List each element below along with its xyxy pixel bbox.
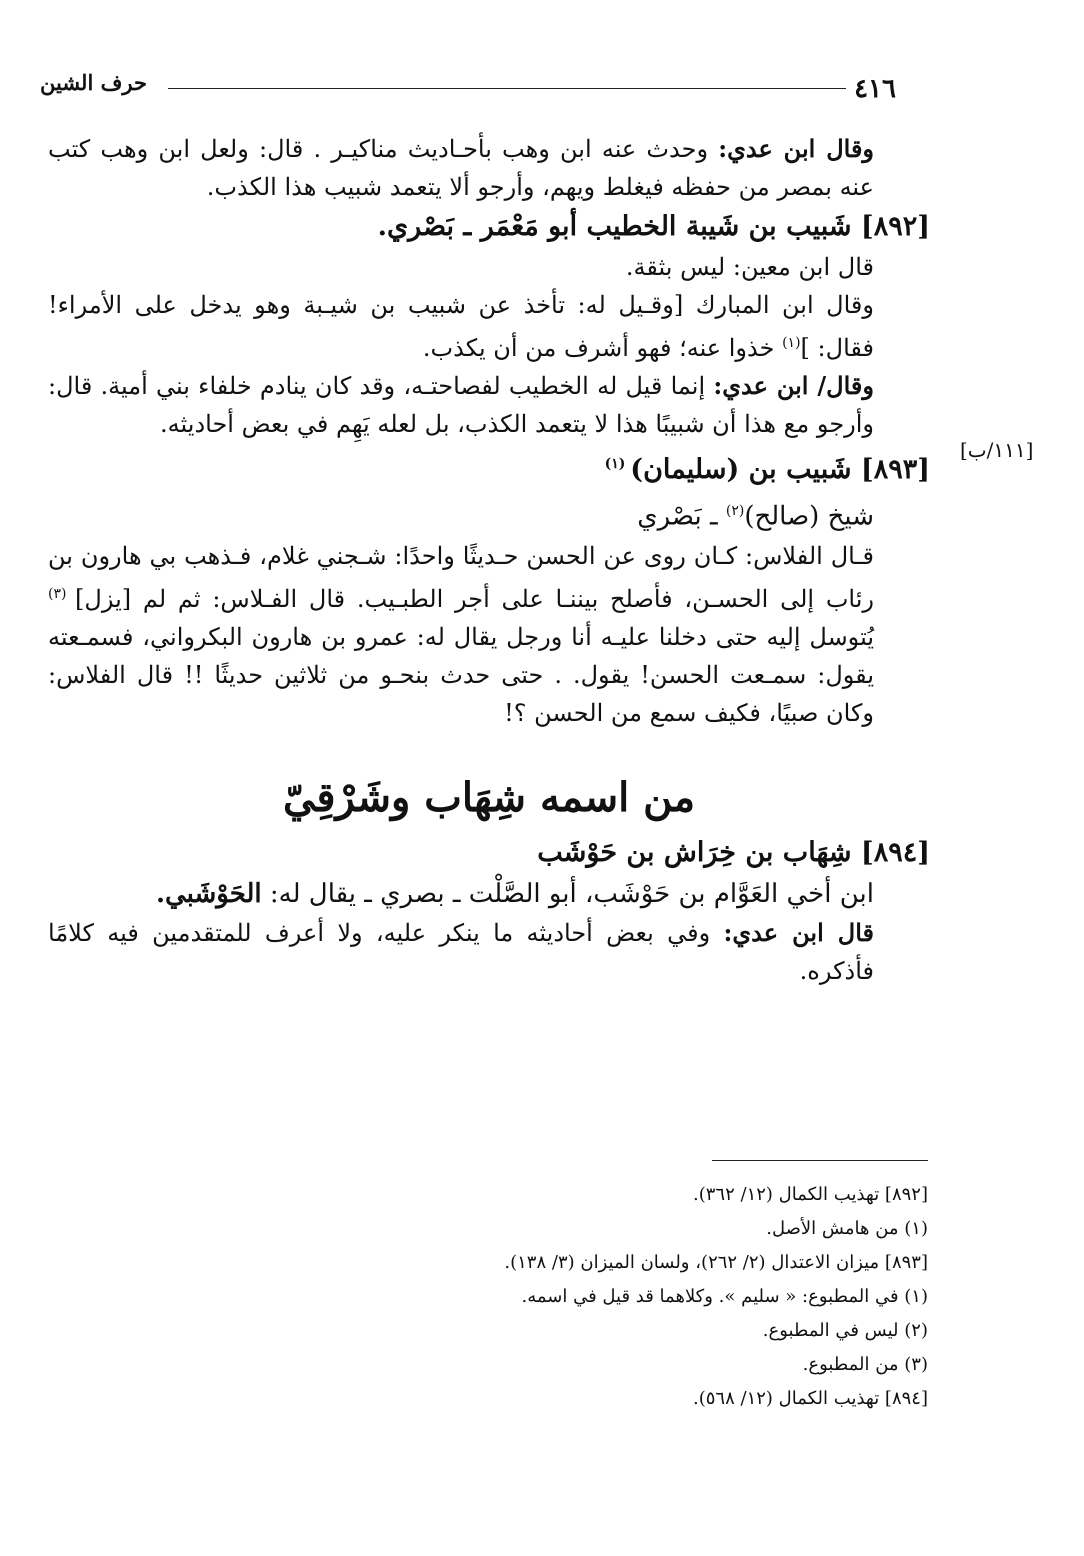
footnote-rule	[712, 1160, 928, 1161]
paragraph	[48, 537, 930, 732]
footnote-ref: (١)	[604, 456, 631, 472]
speaker-label: وقال ابن عدي:	[718, 134, 874, 163]
paragraph-text: إنما قيل له الخطيب لفصاحتـه، وقد كان ينادم خلفاء بني أمية. قال: وأرجو مع هذا أن شبيبًا هذا لا يتعمد الكذب، بل لعله يَهِم في بعض أحاديثه.	[48, 372, 874, 438]
entry-title-893	[48, 443, 930, 491]
paragraph	[48, 367, 930, 443]
paragraph-text: وحدث عنه ابن وهب بأحـاديث مناكيـر . قال: ولعل ابن وهب كتب عنه بمصر من حفظه فيغلط ويهم، وأرجو ألا يتعمد شبيب هذا الكذب.	[48, 135, 874, 201]
paragraph-text: خذوا عنه؛ فهو أشرف من أن يكذب.	[422, 334, 783, 362]
paragraph: قال ابن معين: ليس بثقة.	[625, 253, 874, 281]
paragraph	[48, 914, 930, 990]
footnote: (٢) ليس في المطبوع.	[762, 1320, 928, 1341]
paragraph-text: وفي بعض أحاديثه ما ينكر عليه، ولا أعرف للمتقدمين فيه كلامًا فأذكره.	[48, 918, 874, 985]
entry-subtitle-text: شيخ (صالح)	[744, 501, 874, 532]
paragraph	[48, 130, 930, 206]
footnote-ref: (٣)	[48, 585, 76, 602]
entry-title-894: [٨٩٤] شِهَاب بن خِرَاش بن حَوْشَب	[537, 836, 930, 868]
speaker-label: وقال/ ابن عدي:	[713, 371, 874, 400]
main-text	[48, 130, 930, 990]
footnote: (١) في المطبوع: « سليم ». وكلاهما قد قيل في اسمه.	[521, 1286, 928, 1307]
entry-subtitle-893	[48, 491, 930, 537]
speaker-label: قال ابن عدي:	[723, 917, 874, 947]
paragraph-text: قـال الفلاس: كـان روى عن الحسن حـديثًا واحدًا: شـجني غلام، فـذهب بي هارون بن رئاب إلى الحسـن، فأصلح بيننـا على أجر الطبـيب. قال الفـلاس: ثم لم [يزل]	[48, 541, 875, 613]
margin-folio-note: [١١١/ب]	[960, 438, 1034, 462]
entry-subtitle-text: ـ بَصْري	[637, 501, 726, 532]
footnote: (٣) من المطبوع.	[802, 1354, 928, 1375]
footnote: [٨٩٤] تهذيب الكمال (١٢/ ٥٦٨).	[693, 1388, 928, 1409]
footnote: [٨٩٣] ميزان الاعتدال (٢/ ٢٦٢)، ولسان الميزان (٣/ ١٣٨).	[504, 1252, 928, 1273]
section-heading: من اسمه شِهَاب وشَرْقِيّ	[282, 773, 695, 821]
entry-subtitle-text: ابن أخي العَوَّام بن حَوْشَب، أبو الصَّلْت ـ بصري ـ يقال له:	[261, 878, 874, 909]
entry-title-892: [٨٩٢] شَبيب بن شَيبة الخطيب أبو مَعْمَر ـ بَصْري.	[377, 211, 930, 242]
page-number: ٤١٦	[854, 74, 896, 104]
nisba-label: الحَوْشَبي.	[155, 878, 262, 909]
running-header: حرف الشين	[40, 70, 147, 95]
footnote: [٨٩٢] تهذيب الكمال (١٢/ ٣٦٢).	[693, 1184, 928, 1205]
paragraph-text: وقال ابن المبارك [وقـيل له: تأخذ عن شبيب بن شيـبة وهو يدخل على الأمراء! فقال: ]	[48, 291, 874, 362]
footnote-ref: (٢)	[725, 503, 745, 519]
footnote: (١) من هامش الأصل.	[766, 1218, 928, 1239]
paragraph-text: يُتوسل إليه حتى دخلنا عليـه أنا ورجل يقال له: عمرو بن هارون البكرواني، فسمـعته يقول: سمـعت الحسن! يقول. . حتى حدث بنحـو من ثلاثين حديثًا !! قال الفلاس: وكان صبيًا، فكيف سمع من الحسن ؟!	[48, 622, 875, 727]
paragraph	[48, 286, 930, 367]
entry-title-text: [٨٩٣] شَبيب بن (سليمان)	[630, 454, 930, 485]
entry-subtitle-894	[48, 874, 930, 914]
header-rule	[168, 88, 846, 89]
footnotes	[300, 1178, 928, 1416]
footnote-ref: (١)	[782, 335, 801, 351]
